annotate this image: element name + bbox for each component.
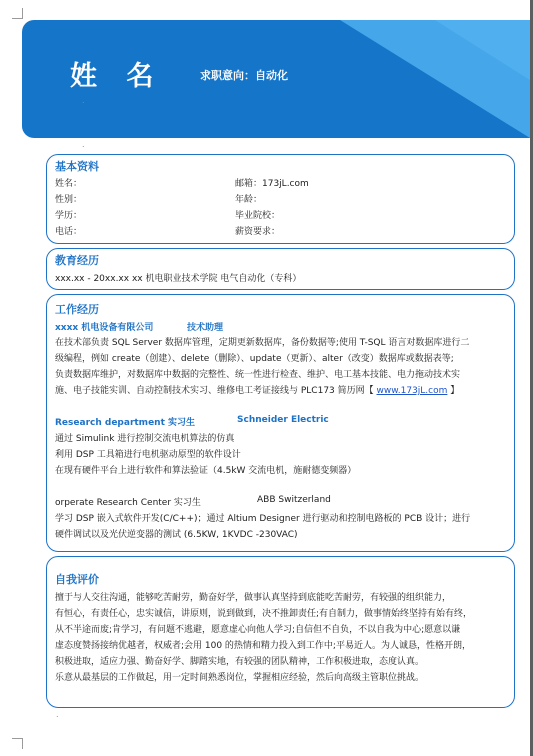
basic-info-section bbox=[46, 154, 515, 244]
self-eval-line: 从不半途而废;肯学习，有问题不逃避，愿意虚心向他人学习;自信但不自负，不以自我为中心;愿意以谦 bbox=[55, 625, 461, 635]
job2-line: 利用 DSP 工具箱进行电机驱动原型的软件设计 bbox=[55, 450, 241, 460]
job1-role: 技术助理 bbox=[187, 323, 224, 333]
job1-company: xxxx 机电设备有限公司 bbox=[55, 323, 154, 333]
job3-line: 硬件调试以及光伏逆变器的测试 (6.5KW, 1KVDC -230VAC) bbox=[55, 530, 298, 540]
self-eval-line: 乐意从最基层的工作做起，用一定时间熟悉岗位，掌握相应经验，然后向高级主管职位挑战。 bbox=[55, 673, 425, 683]
paragraph-mark: . bbox=[82, 96, 85, 105]
job2-org: Schneider Electric bbox=[237, 415, 329, 425]
education-section bbox=[46, 248, 515, 290]
phone-field: 电话： bbox=[55, 227, 83, 237]
job3-line: 学习 DSP 嵌入式软件开发(C/C++)；通过 Altium Designer 进行驱动和控制电路板的 PCB 设计；进行 bbox=[55, 514, 471, 524]
education-title: 教育经历 bbox=[55, 254, 99, 267]
job1-line bbox=[55, 383, 459, 396]
self-eval-line: 有恒心，有责任心，忠实诚信，讲原则，说到做到，决不推卸责任;有自制力，做事情始终坚持有始有终， bbox=[55, 609, 473, 619]
job1-line: 在技术部负责 SQL Server 数据库管理，定期更新数据库，备份数据等;使用 T-SQL 语言对数据库进行二 bbox=[55, 338, 470, 348]
name-field: 姓名： bbox=[55, 179, 83, 189]
email-field: 邮箱：173jL.com bbox=[235, 179, 309, 189]
self-eval-section bbox=[46, 556, 515, 708]
job2-line: 在现有硬件平台上进行软件和算法验证（4.5kW 交流电机，施耐德变频器） bbox=[55, 466, 357, 476]
website-link[interactable]: www.173jL.com bbox=[376, 386, 448, 396]
job3-company: orperate Research Center 实习生 bbox=[55, 498, 201, 508]
self-eval-title: 自我评价 bbox=[55, 573, 99, 586]
self-eval-line: 积极进取，适应力强、勤奋好学、脚踏实地，有较强的团队精神，工作积极进取，态度认真。 bbox=[55, 657, 425, 667]
basic-info-title: 基本资料 bbox=[55, 160, 99, 173]
candidate-name: 姓 名 bbox=[70, 61, 164, 92]
job1-line: 负责数据库维护，对数据库中数据的完整性、统一性进行检查、维护、电工基本技能、电力拖动技术实 bbox=[55, 370, 461, 380]
job1-line-tail: 】 bbox=[447, 386, 460, 396]
job2-company: Research department 实习生 bbox=[55, 418, 196, 428]
education-entry: xxx.xx - 20xx.xx xx 机电职业技术学院 电气自动化（专科） bbox=[55, 274, 302, 284]
self-eval-line: 擅于与人交往沟通，能够吃苦耐劳，勤奋好学，做事认真坚持到底能吃苦耐劳，有较强的组织能力， bbox=[55, 593, 452, 603]
header-decoration-light bbox=[435, 20, 530, 80]
paragraph-mark: . bbox=[82, 140, 85, 149]
job3-org: ABB Switzerland bbox=[257, 495, 331, 505]
salary-field: 薪资要求： bbox=[235, 227, 281, 237]
education-field: 学历： bbox=[55, 211, 83, 221]
work-section bbox=[46, 294, 515, 552]
school-field: 毕业院校： bbox=[235, 211, 281, 221]
gender-field: 性别： bbox=[55, 195, 83, 205]
job1-line: 级编程，例如 create（创建）、delete（删除）、update（更新）、alter（改变）数据库或数据表等; bbox=[55, 354, 454, 364]
crop-mark-bottom-left bbox=[12, 738, 23, 749]
job1-line-text: 施、电子技能实训、自动控制技术实习、维修电工考证接线与 PLC173 简历网【 bbox=[55, 386, 377, 396]
self-eval-line: 虚态度赞扬接纳优越者，权威者;会用 100 的热情和精力投入到工作中;平易近人。为人诚恳，性格开朗， bbox=[55, 641, 471, 651]
crop-mark-top-left bbox=[12, 8, 23, 19]
work-title: 工作经历 bbox=[55, 303, 99, 316]
paragraph-mark: . bbox=[56, 710, 59, 719]
header-banner bbox=[22, 20, 530, 138]
age-field: 年龄： bbox=[235, 195, 263, 205]
job-intent: 求职意向：自动化 bbox=[200, 69, 288, 82]
job2-line: 通过 Simulink 进行控制交流电机算法的仿真 bbox=[55, 434, 235, 444]
